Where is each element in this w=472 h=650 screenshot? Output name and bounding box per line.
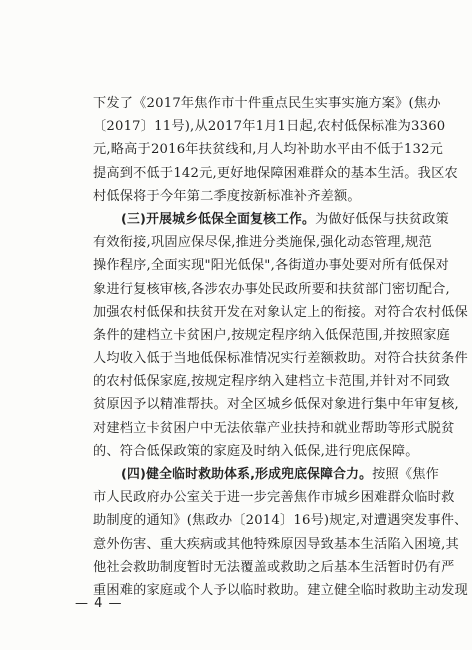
text-line: 他社会救助制度暂时无法覆盖或救助之后基本生活暂时仍有严 xyxy=(93,559,455,575)
text-line: 人均收入低于当地低保标准情况实行差额救助。对符合扶贫条件 xyxy=(93,351,468,367)
section-heading-4-continuation: 按照《焦作 xyxy=(372,467,440,482)
document-body xyxy=(93,92,468,602)
page-number: — 4 — xyxy=(75,596,123,611)
section-heading-line xyxy=(93,208,449,231)
text-line: 象进行复核审核,各涉农办事处民政所要和扶贫部门密切配合, xyxy=(93,281,450,297)
section-heading-3-continuation: 为做好低保与扶贫政策 xyxy=(315,211,449,227)
text-line: 加强农村低保和扶贫开发在对象认定上的衔接。对符合农村低保 xyxy=(93,304,468,320)
section-heading-3: (三)开展城乡低保全面复核工作。 xyxy=(121,211,316,227)
section-heading-line xyxy=(93,463,440,486)
text-line: 条件的建档立卡贫困户,按规定程序纳入低保范围,并按照家庭 xyxy=(93,327,450,343)
text-line: 市人民政府办公室关于进一步完善焦作市城乡困难群众临时救 xyxy=(93,490,455,506)
text-line: 的农村低保家庭,按规定程序纳入建档立卡范围,并针对不同致 xyxy=(93,374,450,390)
text-line: 操作程序,全面实现"阳光低保",各街道办事处要对所有低保对 xyxy=(93,258,450,274)
text-line: 意外伤害、重大疾病或其他特殊原因导致基本生活陷入困境,其 xyxy=(93,536,459,552)
text-line: 的、符合低保政策的家庭及时纳入低保,进行兜底保障。 xyxy=(93,443,419,459)
text-line: 下发了《2017年焦作市十件重点民生实事实施方案》(焦办 xyxy=(93,96,441,111)
text-line: 助制度的通知》(焦政办〔2014〕16号)规定,对遭遇突发事件、 xyxy=(93,513,468,529)
text-line: 提高到不低于142元,更好地保障困难群众的基本生活。我区农 xyxy=(93,165,458,181)
text-line: 贫原因予以精准帮扶。对全区城乡低保对象进行集中年审复核, xyxy=(93,397,459,413)
text-line: 元,略高于2016年扶贫线和,月人均补助水平由不低于132元 xyxy=(93,142,444,158)
text-line: 重困难的家庭或个人予以临时救助。建立健全临时救助主动发现 xyxy=(93,582,468,598)
text-line: 村低保将于今年第二季度按新标准补齐差额。 xyxy=(93,188,361,204)
text-line: 有效衔接,巩固应保尽保,推进分类施保,强化动态管理,规范 xyxy=(93,235,432,251)
text-line: 〔2017〕11号),从2017年1月1日起,农村低保标准为3360 xyxy=(93,119,446,135)
section-heading-4: (四)健全临时救助体系,形成兜底保障合力。 xyxy=(121,467,373,482)
text-line: 对建档立卡贫困户中无法依靠产业扶持和就业帮助等形式脱贫 xyxy=(93,420,455,436)
